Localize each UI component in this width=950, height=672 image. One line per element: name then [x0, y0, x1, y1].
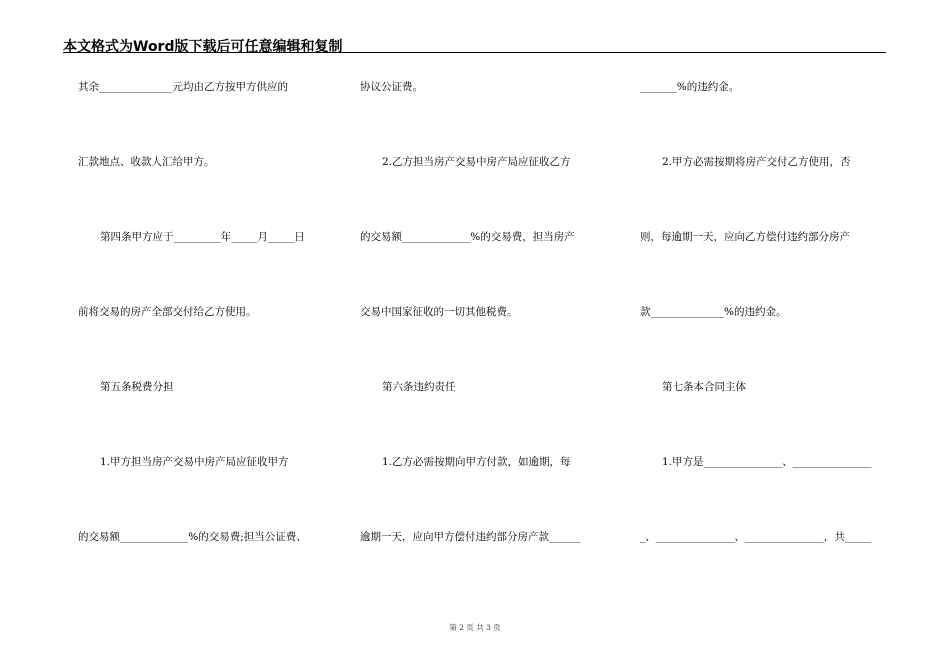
text-line: _______%的违约金。: [640, 81, 740, 93]
text-line: 1.甲方是_______________、_______________: [662, 456, 872, 468]
text-line: 第四条甲方应于_________年_____月_____日: [100, 231, 305, 243]
text-line: 协议公证费。: [360, 81, 423, 93]
text-line: 的交易额_____________%的交易费，担当房产: [360, 231, 575, 243]
text-line: _、_______________、_______________，共_____: [640, 531, 871, 543]
text-line: 1.乙方必需按期向甲方付款，如逾期，每: [382, 456, 571, 468]
section-heading: 第五条税费分担: [100, 381, 174, 393]
text-line: 交易中国家征收的一切其他税费。: [360, 306, 518, 318]
text-line: 款______________%的违约金。: [640, 306, 787, 318]
text-line: 的交易额_____________%的交易费;担当公证费、: [78, 531, 307, 543]
text-line: 前将交易的房产全部交付给乙方使用。: [78, 306, 257, 318]
page-number-indicator: 第 2 页 共 3 页: [449, 623, 501, 632]
text-line: 逾期一天，应向甲方偿付违约部分房产款______: [360, 531, 581, 543]
text-line: 则，每逾期一天，应向乙方偿付违约部分房产: [640, 231, 850, 243]
header-rule: [63, 52, 886, 53]
section-heading: 第六条违约责任: [382, 381, 456, 393]
text-line: 1.甲方担当房产交易中房产局应征收甲方: [100, 456, 289, 468]
page-header-title: 本文格式为Word版下载后可任意编辑和复制: [63, 39, 343, 55]
text-line: 汇款地点、收款人汇给甲方。: [78, 156, 215, 168]
section-heading: 第七条本合同主体: [662, 381, 746, 393]
text-line: 其余______________元均由乙方按甲方供应的: [78, 81, 288, 93]
text-line: 2.乙方担当房产交易中房产局应征收乙方: [382, 156, 571, 168]
text-line: 2.甲方必需按期将房产交付乙方使用，否: [662, 156, 851, 168]
